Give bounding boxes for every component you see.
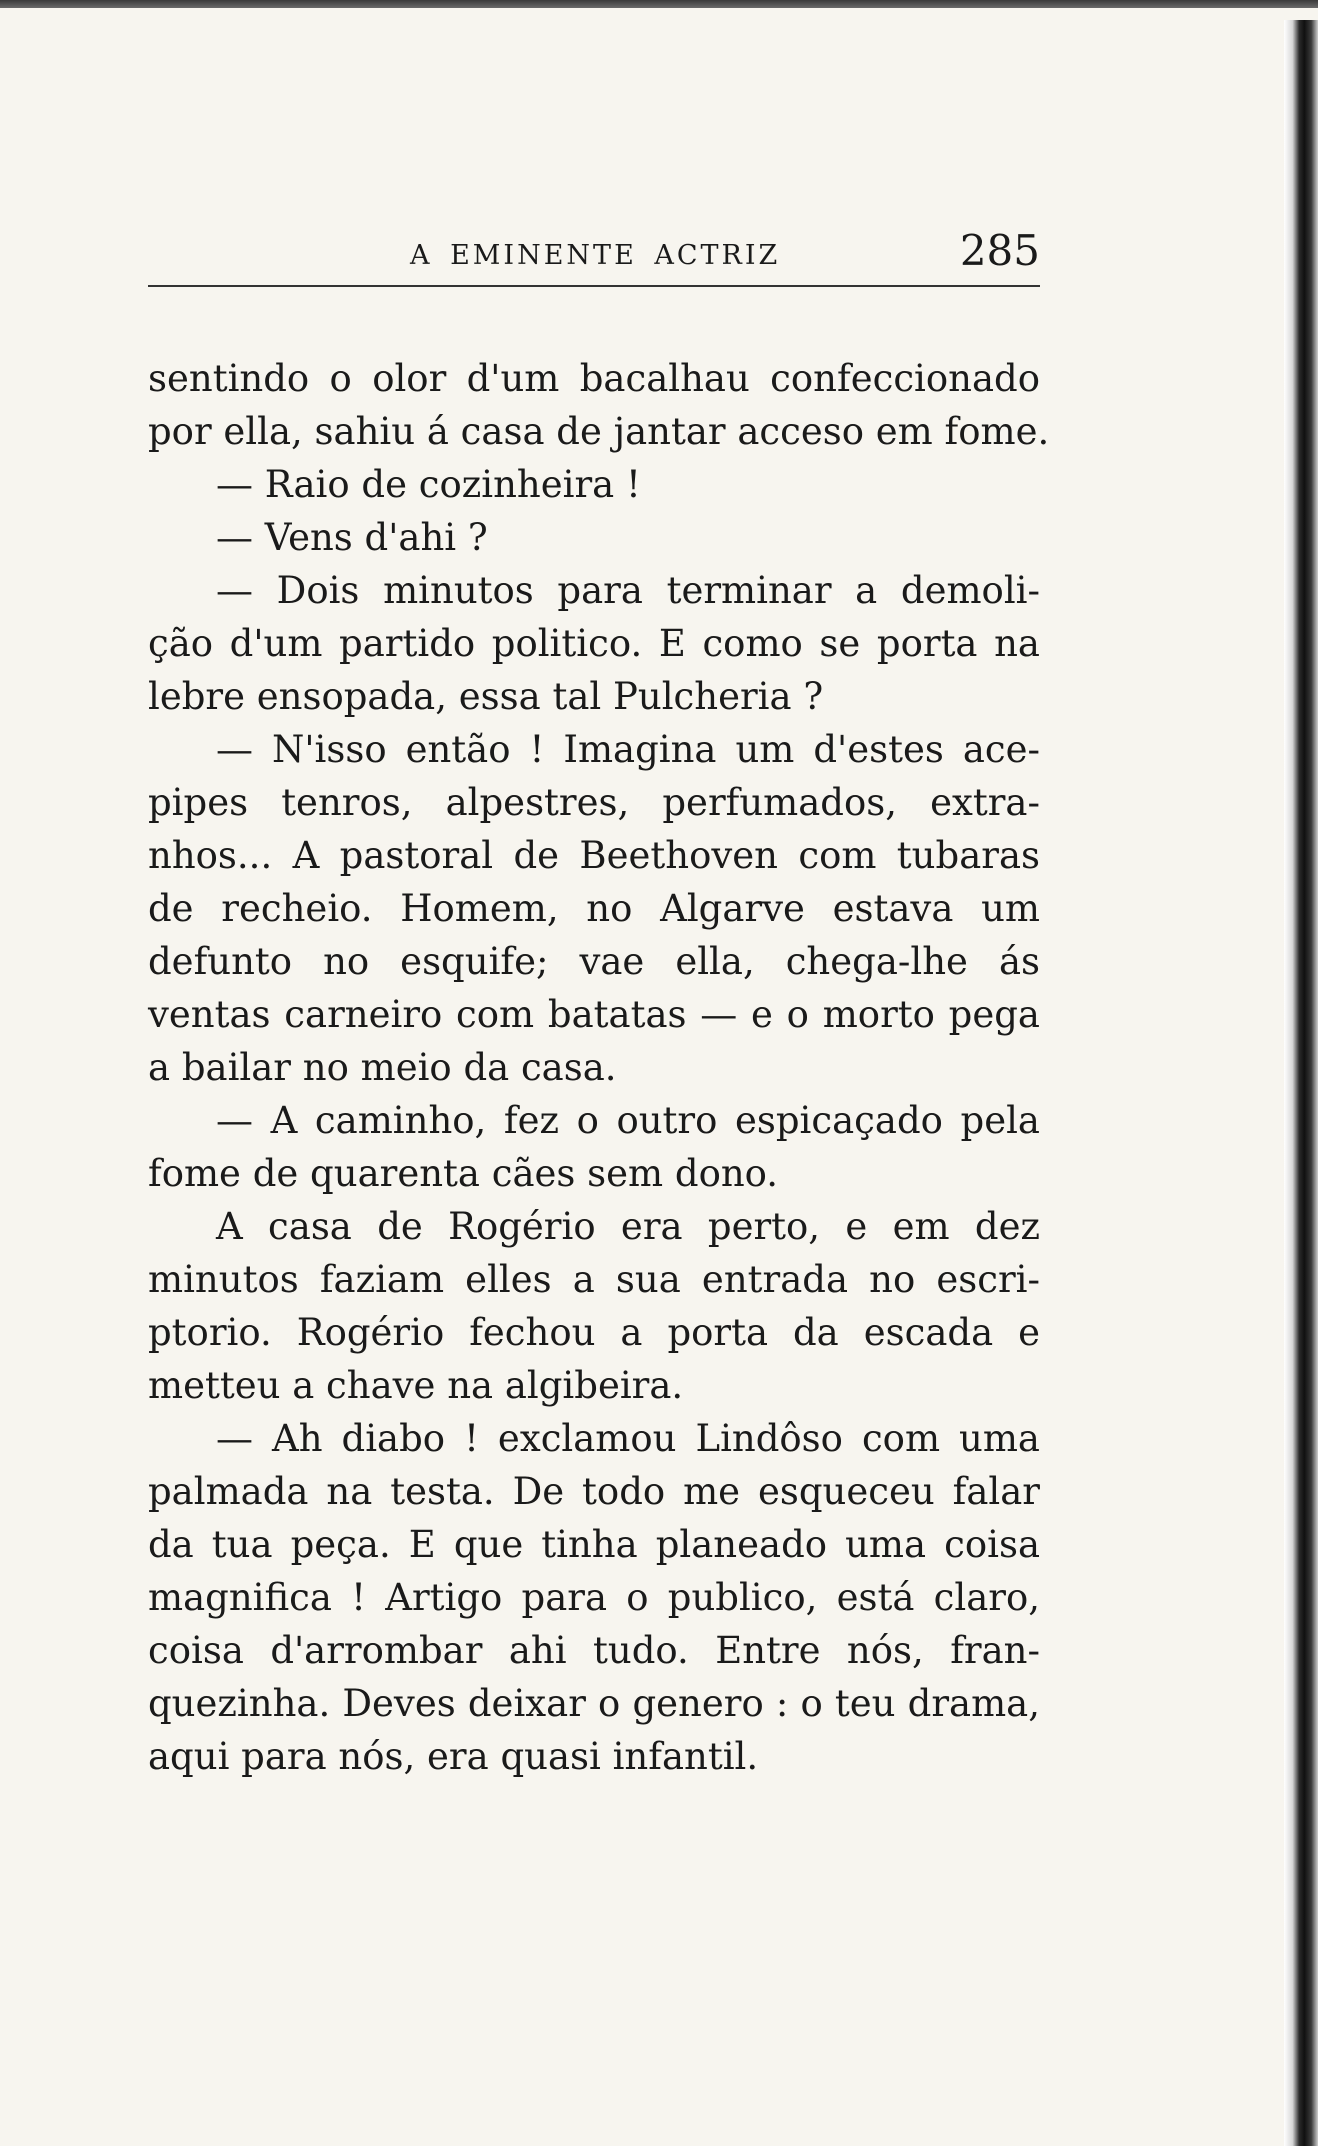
body-text xyxy=(148,352,1050,1783)
page-top-rule xyxy=(0,0,1318,8)
text-line: — Dois minutos para terminar a demoli- xyxy=(216,569,1040,612)
text-line: nhos... A pastoral de Beethoven com tubaras xyxy=(148,834,1040,877)
text-line: ventas carneiro com batatas — e o morto pega xyxy=(148,993,1040,1036)
text-line: magnifica ! Artigo para o publico, está claro, xyxy=(148,1576,1040,1619)
text-line: palmada na testa. De todo me esqueceu falar xyxy=(148,1470,1040,1513)
text-line: lebre ensopada, essa tal Pulcheria ? xyxy=(148,675,824,718)
header-rule xyxy=(148,285,1040,287)
text-line: da tua peça. E que tinha planeado uma coisa xyxy=(148,1523,1040,1566)
text-line: ptorio. Rogério fechou a porta da escada e xyxy=(148,1311,1040,1354)
text-line: a bailar no meio da casa. xyxy=(148,1046,617,1089)
text-line: aqui para nós, era quasi infantil. xyxy=(148,1735,759,1778)
text-line: defunto no esquife; vae ella, chega-lhe ás xyxy=(148,940,1040,983)
text-line: — Raio de cozinheira ! xyxy=(216,463,641,506)
text-line: minutos faziam elles a sua entrada no escri- xyxy=(148,1258,1040,1301)
text-line: pipes tenros, alpestres, perfumados, extra- xyxy=(148,781,1040,824)
book-edge-shadow xyxy=(1284,20,1318,2146)
page-header xyxy=(148,226,1040,286)
text-line: de recheio. Homem, no Algarve estava um xyxy=(148,887,1040,930)
text-line: metteu a chave na algibeira. xyxy=(148,1364,684,1407)
text-line: A casa de Rogério era perto, e em dez xyxy=(216,1205,1040,1248)
text-line: sentindo o olor d'um bacalhau confeccionado xyxy=(148,357,1040,400)
text-line: — Ah diabo ! exclamou Lindôso com uma xyxy=(216,1417,1040,1460)
text-line: por ella, sahiu á casa de jantar acceso em fome. xyxy=(148,410,1050,453)
text-line: fome de quarenta cães sem dono. xyxy=(148,1152,779,1195)
text-line: coisa d'arrombar ahi tudo. Entre nós, fran- xyxy=(148,1629,1040,1672)
text-line: ção d'um partido politico. E como se porta na xyxy=(148,622,1040,665)
text-line: — N'isso então ! Imagina um d'estes ace- xyxy=(216,728,1040,771)
text-line: — A caminho, fez o outro espicaçado pela xyxy=(216,1099,1040,1142)
text-line: quezinha. Deves deixar o genero : o teu drama, xyxy=(148,1682,1040,1725)
running-title: A EMINENTE ACTRIZ xyxy=(410,240,781,271)
page-number: 285 xyxy=(959,226,1040,275)
text-line: — Vens d'ahi ? xyxy=(216,516,488,559)
